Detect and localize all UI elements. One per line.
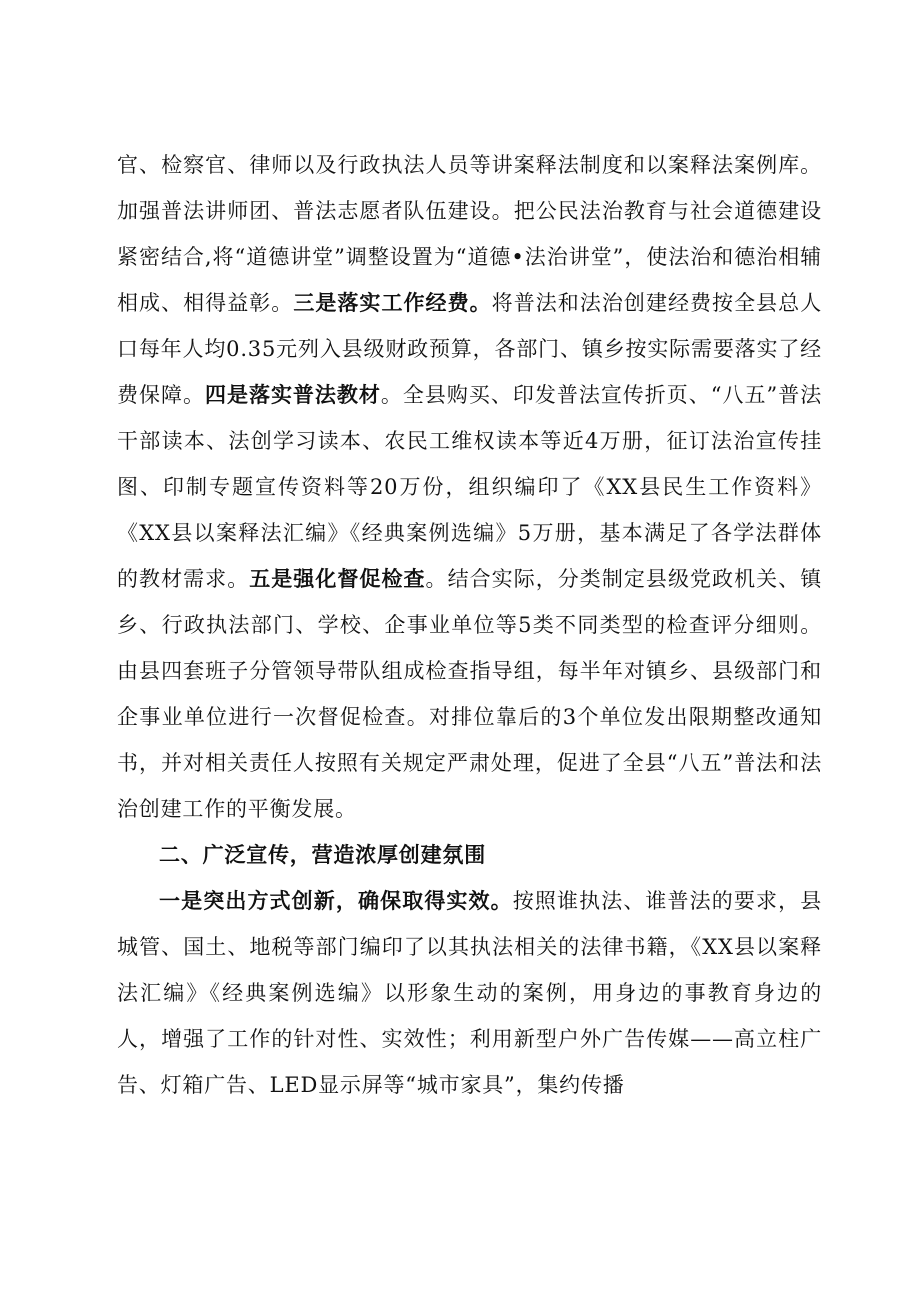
section-heading-publicity: 二、广泛宣传，营造浓厚创建氛围 — [159, 842, 486, 867]
paragraph-text: 将普法和法治创建经费按全县总人口每年人均0.35元列入县级财政预算，各部门、镇乡按实际需要落实了经费保障。 — [117, 291, 823, 407]
paragraph-text: 。结合实际，分类制定县级党政机关、镇乡、行政执法部门、学校、企事业单位等5类不同类型的检查评分细则。由县四套班子分管领导带队组成检查指导组，每半年对镇乡、县级部门和企事业单位进行一次督促检查。对排位靠后的3个单位发出限期整改通知书，并对相关责任人按照有关规定严肃处理，促进了全县“八五”普法和法治创建工作的平衡发展。 — [117, 567, 822, 821]
bold-point-innovation: 一是突出方式创新，确保取得实效。 — [159, 888, 513, 913]
bold-point-inspection: 五是强化督促检查 — [249, 566, 426, 591]
paragraph-funding-materials-inspection — [117, 142, 822, 832]
bold-point-materials: 四是落实普法教材 — [204, 382, 381, 407]
document-body — [117, 142, 822, 1108]
bold-point-funding: 三是落实工作经费。 — [293, 290, 492, 315]
paragraph-text: 。全县购买、印发普法宣传折页、“八五”普法干部读本、法创学习读本、农民工维权读本等近4万册，征订法治宣传挂图、印制专题宣传资料等20万份，组织编印了《XX县民生工作资料》《XX县以案释法汇编》《经典案例选编》5万册，基本满足了各学法群体的教材需求。 — [117, 383, 822, 591]
paragraph-text: 官、检察官、律师以及行政执法人员等讲案释法制度和以案释法案例库。加强普法讲师团、普法志愿者队伍建设。把公民法治教育与社会道德建设紧密结合,将“道德讲堂”调整设置为“道德•法治讲堂”，使法治和德治相辅相成、相得益彰。 — [117, 153, 822, 315]
paragraph-text: 按照谁执法、谁普法的要求，县城管、国土、地税等部门编印了以其执法相关的法律书籍，《XX县以案释法汇编》《经典案例选编》以形象生动的案例，用身边的事教育身边的人，增强了工作的针对性、实效性；利用新型户外广告传媒——高立柱广告、灯箱广告、LED显示屏等“城市家具”，集约传播 — [117, 889, 822, 1097]
paragraph-innovation — [117, 878, 822, 1108]
